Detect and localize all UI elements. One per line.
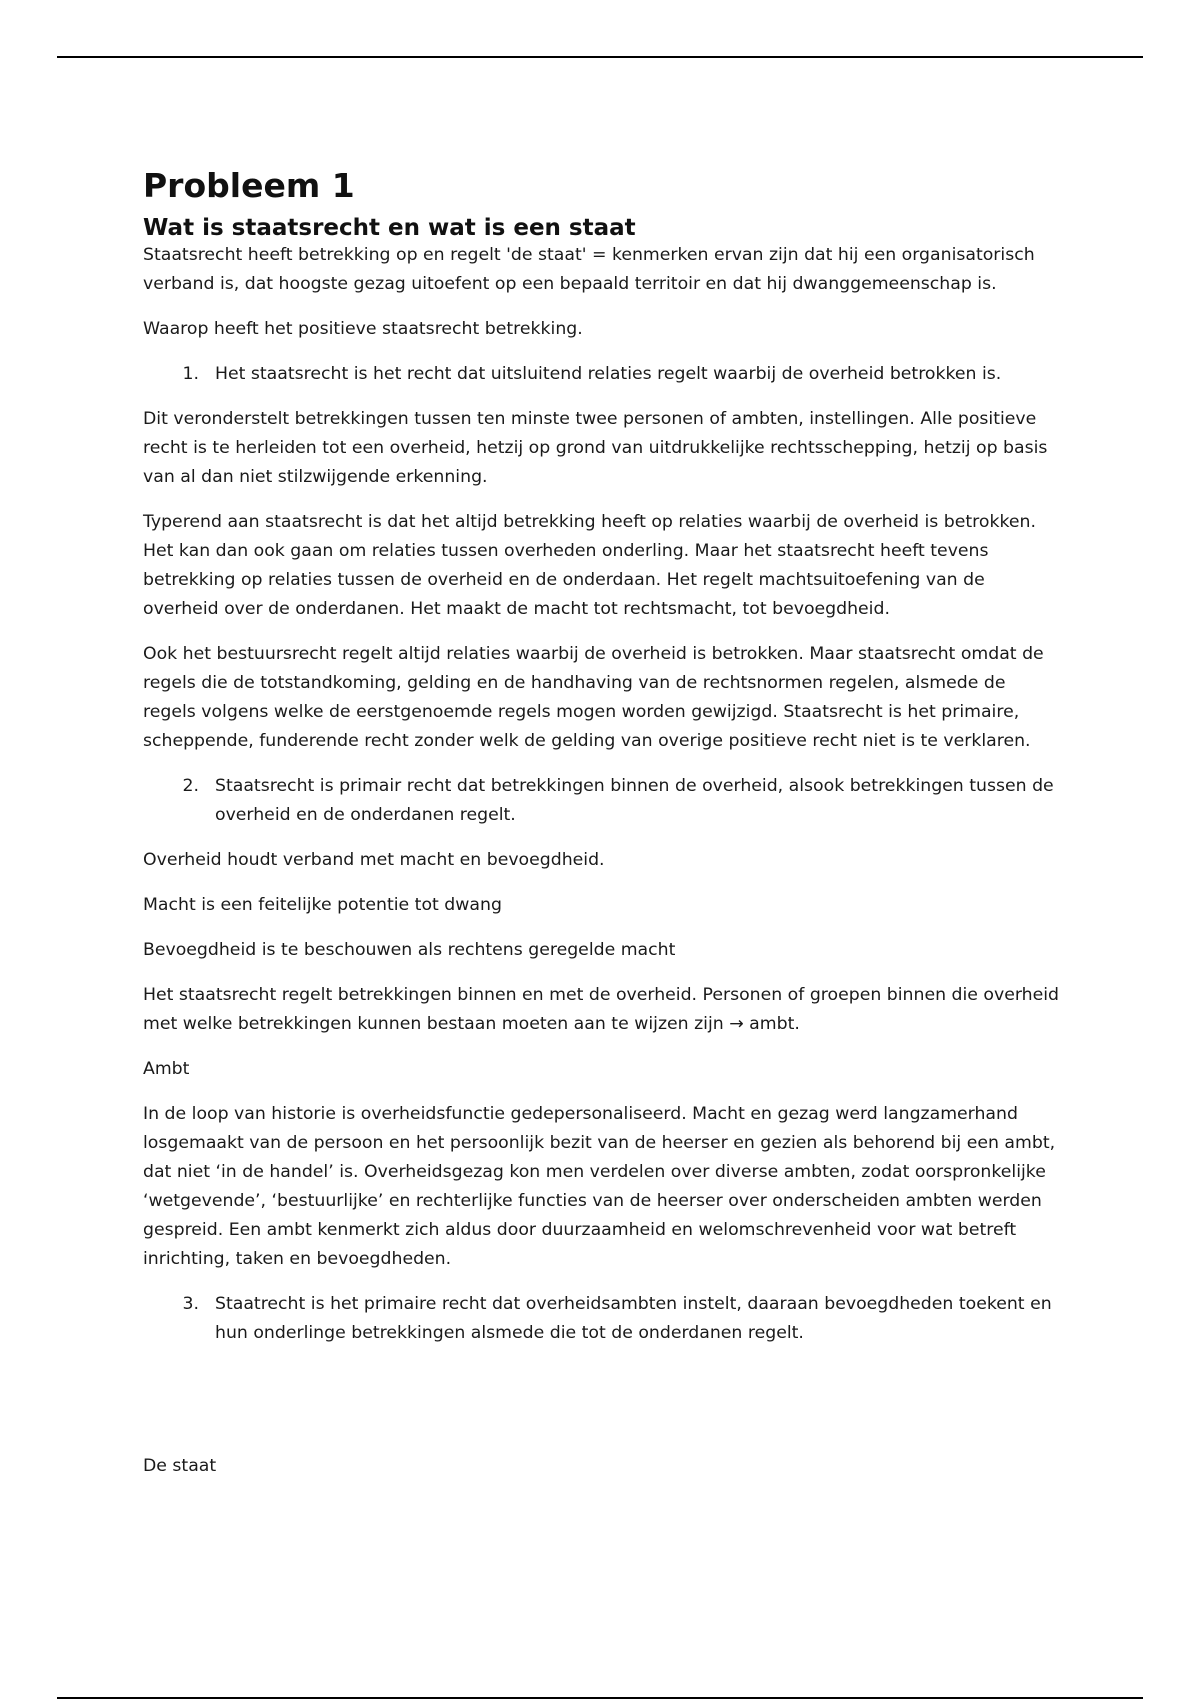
list-text: Staatrecht is het primaire recht dat overheidsambten instelt, daaraan bevoegdheden toekent en hun onderlinge betrekkingen alsmede die tot de onderdanen regelt. <box>215 1294 1052 1343</box>
document-title: Probleem 1 <box>143 166 355 205</box>
paragraph-bevoegdheid: Bevoegdheid is te beschouwen als rechtens geregelde macht <box>143 940 676 960</box>
paragraph-overheid: Overheid houdt verband met macht en bevoegdheid. <box>143 850 605 870</box>
paragraph-definition-staat: Staatsrecht heeft betrekking op en regelt 'de staat' = kenmerken ervan zijn dat hij een organisatorisch verband is, dat hoogste gezag uitoefent op een bepaald territoir en dat hij dwanggemeenschap is. <box>143 245 1035 294</box>
paragraph-de-staat: De staat <box>143 1456 217 1476</box>
list-item-3 <box>143 1290 1063 1348</box>
footer-rule <box>57 1697 1143 1699</box>
paragraph-question: Waarop heeft het positieve staatsrecht betrekking. <box>143 319 583 339</box>
section-heading: Wat is staatsrecht en wat is een staat <box>143 215 636 241</box>
list-number: 1. <box>182 364 199 384</box>
list-item-1 <box>143 360 1063 389</box>
paragraph-historie: In de loop van historie is overheidsfunctie gedepersonaliseerd. Macht en gezag werd langzamerhand losgemaakt van de persoon en het persoonlijk bezit van de heerser en gezien als behorend bij een ambt, dat niet ‘in de handel’ is. Overheidsgezag kon men verdelen over diverse ambten, zodat oorspronkelijke ‘wetgevende’, ‘bestuurlijke’ en rechterlijke functies van de heerser over onderscheiden ambten werden gespreid. Een ambt kenmerkt zich aldus door duurzaamheid en welomschrevenheid voor wat betreft inrichting, taken en bevoegdheden. <box>143 1104 1056 1269</box>
paragraph-staatsrecht-regelt: Het staatsrecht regelt betrekkingen binnen en met de overheid. Personen of groepen binnen die overheid met welke betrekkingen kunnen bestaan moeten aan te wijzen zijn → ambt. <box>143 985 1060 1034</box>
list-number: 3. <box>182 1294 199 1314</box>
paragraph-bestuursrecht: Ook het bestuursrecht regelt altijd relaties waarbij de overheid is betrokken. Maar staatsrecht omdat de regels die de totstandkoming, gelding en de handhaving van de rechtsnormen regelen, alsmede de regels volgens welke de eerstgenoemde regels mogen worden gewijzigd. Staatsrecht is het primaire, scheppende, funderende recht zonder welk de gelding van overige positieve recht niet is te verklaren. <box>143 644 1044 751</box>
blank-space <box>143 1364 1063 1452</box>
list-text: Het staatsrecht is het recht dat uitsluitend relaties regelt waarbij de overheid betrokken is. <box>215 364 1002 384</box>
document-body <box>143 160 1063 1497</box>
header-rule <box>57 56 1143 58</box>
paragraph-typerend: Typerend aan staatsrecht is dat het altijd betrekking heeft op relaties waarbij de overheid is betrokken. Het kan dan ook gaan om relaties tussen overheden onderling. Maar het staatsrecht heeft tevens betrekking op relaties tussen de overheid en de onderdaan. Het regelt machtsuitoefening van de overheid over de onderdanen. Het maakt de macht tot rechtsmacht, tot bevoegdheid. <box>143 512 1036 619</box>
paragraph-macht: Macht is een feitelijke potentie tot dwang <box>143 895 502 915</box>
paragraph-betrekkingen: Dit veronderstelt betrekkingen tussen ten minste twee personen of ambten, instellingen. Alle positieve recht is te herleiden tot een overheid, hetzij op grond van uitdrukkelijke rechtsschepping, hetzij op basis van al dan niet stilzwijgende erkenning. <box>143 409 1048 487</box>
list-number: 2. <box>182 776 199 796</box>
list-text: Staatsrecht is primair recht dat betrekkingen binnen de overheid, alsook betrekkingen tussen de overheid en de onderdanen regelt. <box>215 776 1054 825</box>
list-item-2 <box>143 772 1063 830</box>
paragraph-ambt-heading: Ambt <box>143 1059 190 1079</box>
